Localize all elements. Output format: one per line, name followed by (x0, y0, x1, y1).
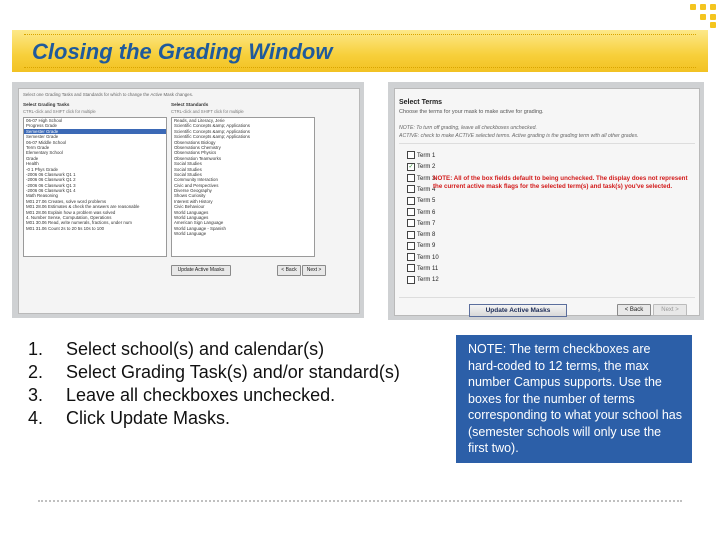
step-number: 4. (28, 408, 44, 428)
term-checkbox-row[interactable] (407, 151, 435, 161)
update-active-masks-button[interactable]: Update Active Masks (171, 265, 231, 276)
tasks-hint: CTRL-click and SHIFT click for multiple (23, 109, 96, 114)
grading-task-item[interactable]: Elementary School (26, 150, 63, 156)
term-label: Term 10 (417, 254, 439, 261)
divider (399, 143, 695, 144)
term-label: Term 4 (417, 186, 436, 193)
next-button[interactable]: Next > (653, 304, 687, 316)
standard-item[interactable]: Diverse Geography (174, 188, 212, 194)
term-label: Term 5 (417, 198, 436, 205)
standards-hint: CTRL-click and SHIFT click for multiple (171, 109, 244, 114)
term-checkbox[interactable] (407, 231, 415, 239)
title-bar (12, 30, 708, 72)
standard-item[interactable]: World Languages (174, 215, 209, 221)
grading-task-item[interactable]: -2006 06 Classwork Q1 4 (26, 188, 76, 194)
step-number: 3. (28, 385, 44, 405)
step-text: Leave all checkboxes unchecked. (66, 385, 336, 405)
term-checkbox[interactable] (407, 174, 415, 182)
term-checkbox-row[interactable] (407, 185, 435, 195)
grading-task-item[interactable]: 06-07 Middle School (26, 139, 67, 145)
standard-item[interactable]: Scientific Concepts &amp; Applications (174, 123, 250, 129)
note-unchecked: NOTE: To turn off grading, leave all checkboxes unchecked. (399, 125, 537, 131)
standards-list[interactable] (171, 117, 315, 257)
grading-task-item[interactable]: M01 31.06 Count 2s to 20 5s 10s to 100 (26, 225, 105, 231)
standard-item[interactable]: Shows Curiosity (174, 193, 206, 199)
term-checkbox[interactable] (407, 151, 415, 159)
standard-item[interactable]: Civic Behaviour (174, 204, 205, 210)
term-checkbox[interactable] (407, 208, 415, 216)
note-box: NOTE: The term checkboxes are hard-coded to 12 terms, the max number Campus supports. Use the boxes for the number of terms corresponding to what your school has (semester schools will only use the first two). (456, 335, 692, 463)
grading-task-item[interactable]: Grade (26, 155, 39, 161)
grading-task-item[interactable]: -0 1 Phys Grade (26, 166, 58, 172)
grading-task-item[interactable]: Math Reasoning (26, 193, 58, 199)
term-label: Term 3 (417, 175, 436, 182)
step-number: 1. (28, 339, 44, 359)
standard-item[interactable]: Social Studies (174, 171, 202, 177)
title-divider-top (24, 34, 696, 35)
footer-divider (38, 500, 682, 502)
standard-item[interactable]: World Languages (174, 209, 209, 215)
term-checkbox-row[interactable] (407, 219, 435, 229)
grading-task-item[interactable]: 4. Number Sense, Computation, Operations (26, 215, 112, 221)
step-text: Select Grading Task(s) and/or standard(s) (66, 362, 400, 382)
term-checkbox[interactable] (407, 276, 415, 284)
standard-item[interactable]: Civic and Perspectives (174, 182, 219, 188)
standard-item[interactable]: Interest with History (174, 198, 213, 204)
standard-item[interactable]: Observations Chemistry (174, 144, 221, 150)
grading-tasks-list[interactable] (23, 117, 167, 257)
step-item (28, 384, 428, 407)
back-button[interactable]: < Back (617, 304, 651, 316)
grading-task-item[interactable]: 06-07 High School (26, 118, 63, 123)
term-checkbox[interactable] (407, 185, 415, 193)
term-label: Term 1 (417, 153, 436, 159)
standard-item[interactable]: Observations Physics (174, 150, 217, 156)
standard-item[interactable]: World Language (174, 231, 207, 237)
term-label: Term 2 (417, 164, 436, 171)
grading-task-item[interactable]: Semester Grade (26, 134, 59, 140)
update-active-masks-button[interactable]: Update Active Masks (469, 304, 567, 317)
select-terms-screenshot (388, 82, 704, 320)
term-checkbox[interactable] (407, 219, 415, 227)
term-checkbox-row[interactable] (407, 196, 435, 206)
red-warning-note: NOTE: All of the box fields default to being unchecked. The display does not represent the current active mask flags for the selected term(s) and task(s) you've selected. (433, 175, 688, 190)
grading-task-item[interactable]: M01 28.06 Estimates & check the answers are reasonable (26, 204, 140, 210)
standard-item[interactable]: World Language - Spanish (174, 225, 226, 231)
term-checkbox[interactable] (407, 242, 415, 250)
grading-task-item[interactable]: M01 30.06 Read, write numerals, fractions, under num (26, 220, 132, 226)
term-checkbox-row[interactable] (407, 264, 438, 274)
standard-item[interactable]: Observation Teamworks (174, 155, 222, 161)
grading-task-item[interactable]: M01 28.06 Explain how a problem was solved (26, 209, 116, 215)
step-item (28, 338, 428, 361)
select-terms-panel (394, 88, 700, 316)
term-checkbox-row[interactable] (407, 275, 439, 285)
grading-tasks-panel (18, 88, 360, 314)
instruction-text: Select one Grading Tasks and Standards for which to change the Active Mask changes. (23, 92, 194, 97)
term-checkbox-row[interactable] (407, 230, 435, 240)
title-divider-bottom (24, 67, 696, 68)
term-label: Term 11 (417, 266, 439, 272)
standard-item[interactable]: Reads, and Literacy, Jerie (174, 118, 225, 123)
grading-task-item[interactable]: Semester Grade (24, 129, 166, 134)
next-button[interactable]: Next > (302, 265, 326, 276)
grading-task-item[interactable]: Progress Grade (26, 123, 57, 129)
step-number: 2. (28, 362, 44, 382)
term-label: Term 6 (417, 209, 436, 216)
select-terms-subheader: Choose the terms for your mask to make active for grading. (399, 109, 544, 115)
standard-item[interactable]: Observations Biology (174, 139, 216, 145)
grading-task-item[interactable]: Health (26, 161, 39, 167)
term-checkbox[interactable] (407, 264, 415, 272)
step-item (28, 407, 428, 430)
back-button[interactable]: < Back (277, 265, 301, 276)
term-label: Term 12 (417, 277, 439, 284)
standard-item[interactable]: Social Studies (174, 166, 202, 172)
standards-header: Select Standards (171, 102, 209, 107)
step-item (28, 361, 428, 384)
standard-item[interactable]: Community Interaction (174, 177, 218, 183)
term-label: Term 8 (417, 232, 436, 239)
term-checkbox[interactable] (407, 197, 415, 205)
term-checkbox-row[interactable] (407, 174, 435, 184)
term-checkbox[interactable]: ✓ (408, 163, 414, 170)
bottom-divider (399, 297, 695, 298)
grading-task-item[interactable]: Term Grade (26, 144, 50, 150)
select-terms-header: Select Terms (399, 99, 443, 106)
term-checkbox-row[interactable] (407, 208, 435, 218)
term-checkbox-row[interactable] (407, 241, 435, 251)
term-label: Term 7 (417, 220, 436, 227)
standard-item[interactable]: Scientific Concepts &amp; Applications (174, 134, 250, 140)
term-checkbox[interactable] (407, 253, 415, 261)
slide-title: Closing the Grading Window (32, 39, 333, 64)
tasks-header: Select Grading Tasks (23, 102, 70, 107)
step-text: Select school(s) and calendar(s) (66, 339, 325, 359)
grading-task-item[interactable]: -2006 06 Classwork Q1 2 (26, 177, 76, 183)
note-active: ACTIVE: check to make ACTIVE selected terms. Active grading is the grading term with all other grades. (399, 133, 639, 139)
standard-item[interactable]: Scientific Concepts &amp; Applications (174, 128, 250, 134)
step-text: Click Update Masks. (66, 408, 231, 428)
grading-task-item[interactable]: -2006 06 Classwork Q1 3 (26, 182, 76, 188)
grading-task-item[interactable]: M01 27.06 Creates, solve word problems (26, 198, 107, 204)
standard-item[interactable]: American Sign Language (174, 220, 224, 226)
term-checkbox-row[interactable] (407, 253, 439, 263)
corner-decoration (650, 0, 720, 30)
grading-tasks-screenshot (12, 82, 364, 318)
standard-item[interactable]: Social Studies (174, 161, 202, 167)
term-label: Term 9 (417, 243, 436, 250)
steps-list (28, 338, 428, 430)
grading-task-item[interactable]: -2006 06 Classwork Q1 1 (26, 171, 76, 177)
term-checkbox-row[interactable] (407, 162, 435, 172)
